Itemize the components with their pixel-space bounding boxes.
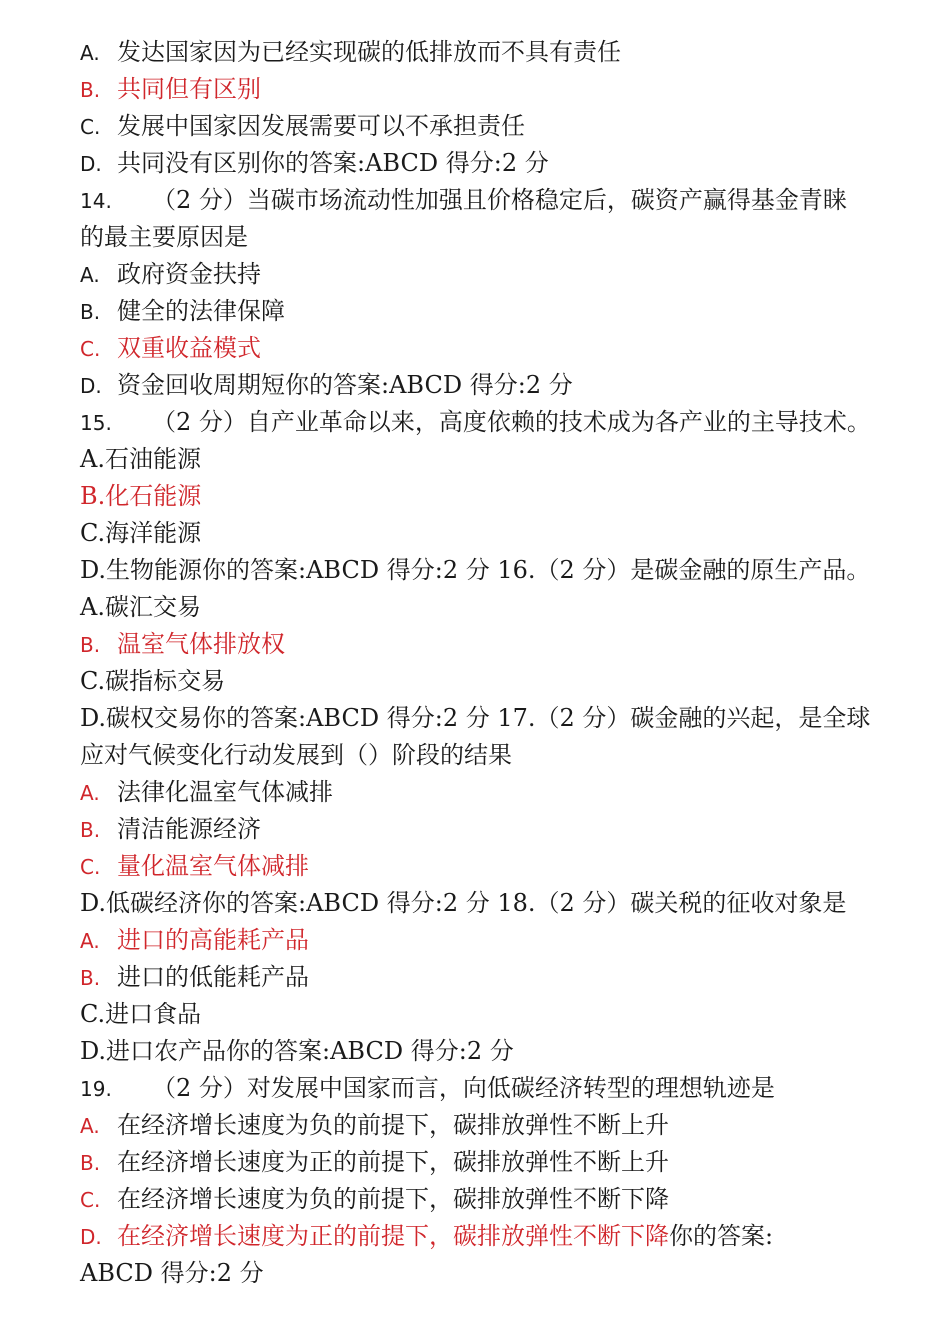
q14-option-c-highlighted: C. 双重收益模式 (80, 334, 261, 362)
question-19: 19. （2 分）对发展中国家而言，向低碳经济转型的理想轨迹是 (80, 1074, 775, 1102)
q19-option-b: B. 在经济增长速度为正的前提下，碳排放弹性不断上升 (80, 1148, 669, 1176)
q13-option-c: C. 发展中国家因发展需要可以不承担责任 (80, 112, 525, 140)
q19-option-a: A. 在经济增长速度为负的前提下，碳排放弹性不断上升 (80, 1111, 669, 1139)
q15-option-d-and-question-16: D.生物能源你的答案:ABCD 得分:2 分 16.（2 分）是碳金融的原生产品。 (80, 556, 871, 584)
q18-option-a-highlighted: A. 进口的高能耗产品 (80, 926, 309, 954)
question-17-continued: 应对气候变化行动发展到（）阶段的结果 (80, 741, 512, 769)
q15-option-c: C.海洋能源 (80, 519, 202, 547)
q18-option-d-answer: D.进口农产品你的答案:ABCD 得分:2 分 (80, 1037, 514, 1065)
q18-option-c: C.进口食品 (80, 1000, 202, 1028)
q18-option-b: B. 进口的低能耗产品 (80, 963, 309, 991)
q19-option-c: C. 在经济增长速度为负的前提下，碳排放弹性不断下降 (80, 1185, 669, 1213)
q13-option-b-highlighted: B. 共同但有区别 (80, 75, 261, 103)
q16-option-a: A.碳汇交易 (80, 593, 201, 621)
q15-option-a: A.石油能源 (80, 445, 201, 473)
question-14-continued: 的最主要原因是 (80, 223, 248, 251)
question-14: 14. （2 分）当碳市场流动性加强且价格稳定后，碳资产赢得基金青睐 (80, 186, 847, 214)
q13-option-d-answer: D. 共同没有区别你的答案:ABCD 得分:2 分 (80, 149, 549, 177)
q14-option-a: A. 政府资金扶持 (80, 260, 261, 288)
q17-option-d-and-question-18: D.低碳经济你的答案:ABCD 得分:2 分 18.（2 分）碳关税的征收对象是 (80, 889, 847, 917)
q19-answer-score: ABCD 得分:2 分 (80, 1259, 264, 1287)
q14-option-b: B. 健全的法律保障 (80, 297, 285, 325)
q19-option-d-highlighted: D. 在经济增长速度为正的前提下，碳排放弹性不断下降你的答案: (80, 1222, 774, 1250)
q17-option-c-highlighted: C. 量化温室气体减排 (80, 852, 309, 880)
q17-option-b: B. 清洁能源经济 (80, 815, 261, 843)
q16-option-b-highlighted: B. 温室气体排放权 (80, 630, 285, 658)
q16-option-c: C.碳指标交易 (80, 667, 226, 695)
q14-option-d-answer: D. 资金回收周期短你的答案:ABCD 得分:2 分 (80, 371, 573, 399)
q13-option-a: A. 发达国家因为已经实现碳的低排放而不具有责任 (80, 38, 621, 66)
q16-option-d-and-question-17: D.碳权交易你的答案:ABCD 得分:2 分 17.（2 分）碳金融的兴起，是全球 (80, 704, 871, 732)
question-15: 15. （2 分）自产业革命以来，高度依赖的技术成为各产业的主导技术。 (80, 408, 871, 436)
q17-option-a: A. 法律化温室气体减排 (80, 778, 333, 806)
q15-option-b-highlighted: B.化石能源 (80, 482, 202, 510)
